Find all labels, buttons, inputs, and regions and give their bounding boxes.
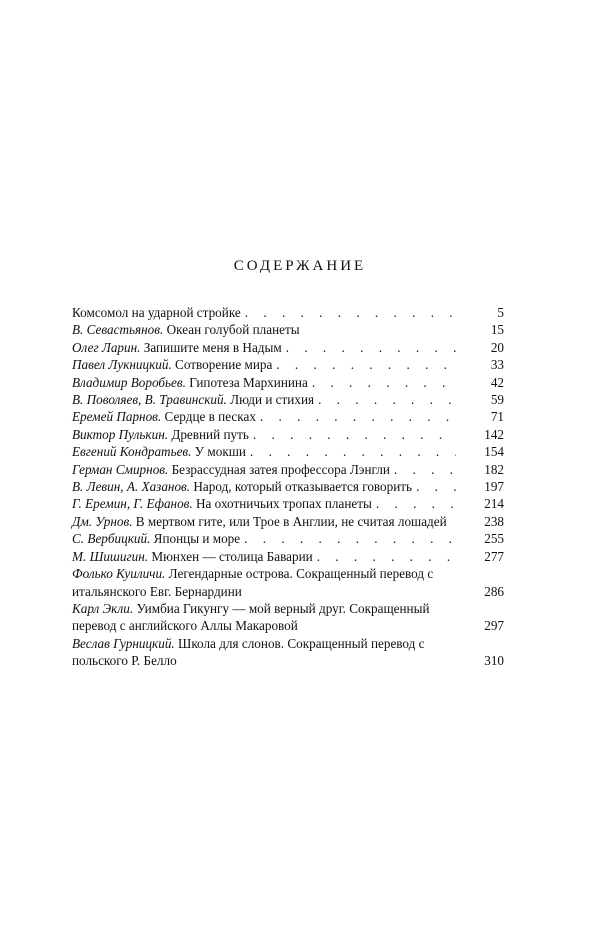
entry-title: Школа для слонов. Сокращенный перевод с польского Р. Белло [72, 635, 425, 669]
entry-author: С. Вербицкий. [72, 531, 151, 547]
toc-heading: СОДЕРЖАНИЕ [233, 258, 367, 274]
entry-title: Океан голубой планеты [166, 322, 300, 338]
entry-text [72, 600, 456, 635]
entry-title: Легендарные острова. Сокращенный перевод с итальянского Евг. Бернардини [72, 566, 434, 599]
entry-author: Дм. Урнов. [72, 513, 133, 529]
entry-title: Гипотеза Мархинина [189, 374, 308, 390]
entry-page: 214 [484, 496, 504, 512]
entry-page: 59 [490, 392, 504, 408]
entry-author: В. Левин, А. Хазанов. [72, 479, 191, 495]
entry-page: 42 [490, 374, 504, 390]
dot-leader [372, 495, 456, 512]
dot-leader [308, 374, 456, 391]
entry-text [72, 530, 456, 547]
dot-leader [390, 461, 456, 478]
entry-title: Люди и стихия [230, 392, 315, 408]
entry-text [72, 461, 456, 478]
entry-text [72, 408, 456, 425]
toc-entry[interactable] [72, 565, 504, 600]
entry-author: Еремей Парнов. [72, 409, 162, 425]
entry-title: В мертвом гите, или Трое в Англии, не считая лошадей [135, 513, 447, 529]
entry-page: 277 [484, 548, 504, 564]
entry-page: 197 [484, 479, 504, 495]
entry-author: Фолько Куиличи. [72, 566, 166, 582]
entry-text [72, 304, 456, 321]
toc-entry[interactable] [72, 443, 504, 460]
entry-title: Сотворение мира [175, 357, 273, 373]
dot-leader [241, 304, 456, 321]
entry-text [72, 321, 456, 338]
dot-leader [313, 548, 456, 565]
entry-text [72, 443, 456, 460]
entry-text [72, 374, 456, 391]
dot-leader [272, 356, 456, 373]
entry-title: Мюнхен — столица Баварии [151, 548, 313, 564]
table-of-contents [72, 304, 504, 670]
dot-leader [282, 339, 456, 356]
entry-text [72, 495, 456, 512]
entry-page: 20 [490, 339, 504, 355]
entry-page: 33 [490, 357, 504, 373]
entry-page: 297 [484, 618, 504, 634]
dot-leader [246, 443, 456, 460]
toc-entry[interactable] [72, 391, 504, 408]
entry-page: 182 [484, 461, 504, 477]
entry-text [72, 356, 456, 373]
toc-entry[interactable] [72, 374, 504, 391]
toc-entry[interactable] [72, 304, 504, 321]
entry-text [72, 339, 456, 356]
toc-entry[interactable] [72, 339, 504, 356]
entry-page: 238 [484, 513, 504, 529]
entry-title: Сердце в песках [164, 409, 256, 425]
toc-entry[interactable] [72, 356, 504, 373]
entry-title: Японцы и море [153, 531, 241, 547]
entry-text [72, 426, 456, 443]
entry-text [72, 565, 456, 600]
entry-page: 71 [490, 409, 504, 425]
entry-author: Владимир Воробьев. [72, 374, 186, 390]
dot-leader [256, 408, 456, 425]
toc-entry[interactable] [72, 530, 504, 547]
toc-entry[interactable] [72, 600, 504, 635]
entry-author: В. Поволяев, В. Травинский. [72, 392, 227, 408]
entry-title: Запишите меня в Надым [143, 339, 282, 355]
entry-author: Веслав Гурницкий. [72, 635, 175, 651]
toc-entry[interactable] [72, 408, 504, 425]
toc-entry[interactable] [72, 426, 504, 443]
toc-entry[interactable] [72, 495, 504, 512]
entry-title: Народ, который отказывается говорить [193, 479, 413, 495]
toc-entry[interactable] [72, 548, 504, 565]
entry-author: В. Севастьянов. [72, 322, 164, 338]
entry-title: На охотничьих тропах планеты [196, 496, 372, 512]
entry-page: 310 [484, 653, 504, 669]
entry-author: М. Шишигин. [72, 548, 149, 564]
toc-entry[interactable] [72, 461, 504, 478]
dot-leader [249, 426, 456, 443]
entry-page: 154 [484, 444, 504, 460]
entry-page: 15 [490, 322, 504, 338]
toc-entry[interactable] [72, 513, 504, 530]
entry-title: Комсомол на ударной стройке [72, 305, 241, 320]
entry-title: Уимбиа Гикунгу — мой верный друг. Сокращенный перевод с английского Аллы Макаровой [72, 600, 430, 634]
entry-text [72, 391, 456, 408]
entry-author: Карл Экли. [72, 600, 134, 616]
entry-title: У мокши [194, 444, 246, 460]
entry-author: Герман Смирнов. [72, 461, 169, 477]
entry-text [72, 478, 456, 495]
entry-text [72, 548, 456, 565]
entry-page: 5 [497, 305, 504, 320]
entry-text [72, 635, 456, 670]
toc-entry[interactable] [72, 635, 504, 670]
entry-page: 286 [484, 583, 504, 599]
entry-author: Олег Ларин. [72, 339, 141, 355]
dot-leader [240, 530, 456, 547]
entry-author: Евгений Кондратьев. [72, 444, 192, 460]
entry-author: Г. Еремин, Г. Ефанов. [72, 496, 193, 512]
entry-page: 142 [484, 426, 504, 442]
entry-author: Павел Лукницкий. [72, 357, 172, 373]
entry-title: Древний путь [171, 426, 249, 442]
entry-text [72, 513, 456, 530]
toc-entry[interactable] [72, 321, 504, 338]
entry-title: Безрассудная затея профессора Лэнгли [171, 461, 390, 477]
dot-leader [412, 478, 456, 495]
entry-page: 255 [484, 531, 504, 547]
toc-entry[interactable] [72, 478, 504, 495]
dot-leader [314, 391, 456, 408]
entry-author: Виктор Пулькин. [72, 426, 169, 442]
